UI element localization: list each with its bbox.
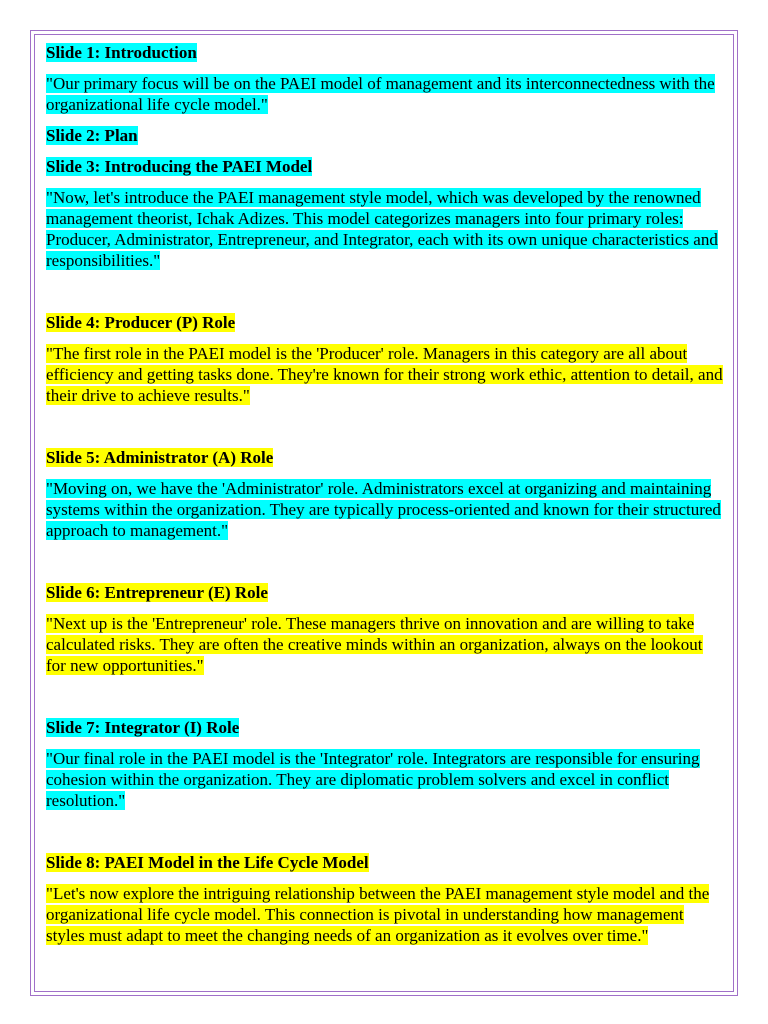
section-heading: Slide 2: Plan [46,126,138,145]
section-heading: Slide 1: Introduction [46,43,197,62]
section-slide-8 [46,852,726,946]
section-text: "Moving on, we have the 'Administrator' role. Administrators excel at organizing and maintaining systems within the organization. They are typically process-oriented and known for their structured approach to management." [46,479,721,540]
section-text: "Our primary focus will be on the PAEI model of management and its interconnectedness with the organizational life cycle model." [46,74,715,114]
section-slide-3 [46,156,726,271]
section-slide-6 [46,582,726,676]
section-slide-5 [46,447,726,541]
section-heading: Slide 3: Introducing the PAEI Model [46,157,313,176]
section-slide-7 [46,717,726,811]
section-text: "Now, let's introduce the PAEI management style model, which was developed by the renowned management theorist, Ichak Adizes. This model categorizes managers into four primary roles: Producer, Administrator, Entrepreneur, and Integrator, each with its own unique characteristics and responsibilities." [46,188,718,270]
section-text: "Our final role in the PAEI model is the 'Integrator' role. Integrators are responsible for ensuring cohesion within the organization. They are diplomatic problem solvers and excel in conflict resolution." [46,749,700,810]
document-body [46,42,726,956]
section-slide-4 [46,312,726,406]
section-text: "The first role in the PAEI model is the 'Producer' role. Managers in this category are all about efficiency and getting tasks done. They're known for their strong work ethic, attention to detail, and their drive to achieve results." [46,344,723,405]
section-slide-2 [46,125,726,146]
section-heading: Slide 6: Entrepreneur (E) Role [46,583,268,602]
section-heading: Slide 4: Producer (P) Role [46,313,236,332]
section-text: "Let's now explore the intriguing relationship between the PAEI management style model and the organizational life cycle model. This connection is pivotal in understanding how management styles must adapt to meet the changing needs of an organization as it evolves over time." [46,884,710,945]
section-text: "Next up is the 'Entrepreneur' role. These managers thrive on innovation and are willing to take calculated risks. They are often the creative minds within an organization, always on the lookout for new opportunities." [46,614,703,675]
section-heading: Slide 8: PAEI Model in the Life Cycle Model [46,853,369,872]
section-slide-1 [46,42,726,115]
section-heading: Slide 7: Integrator (I) Role [46,718,240,737]
section-heading: Slide 5: Administrator (A) Role [46,448,274,467]
